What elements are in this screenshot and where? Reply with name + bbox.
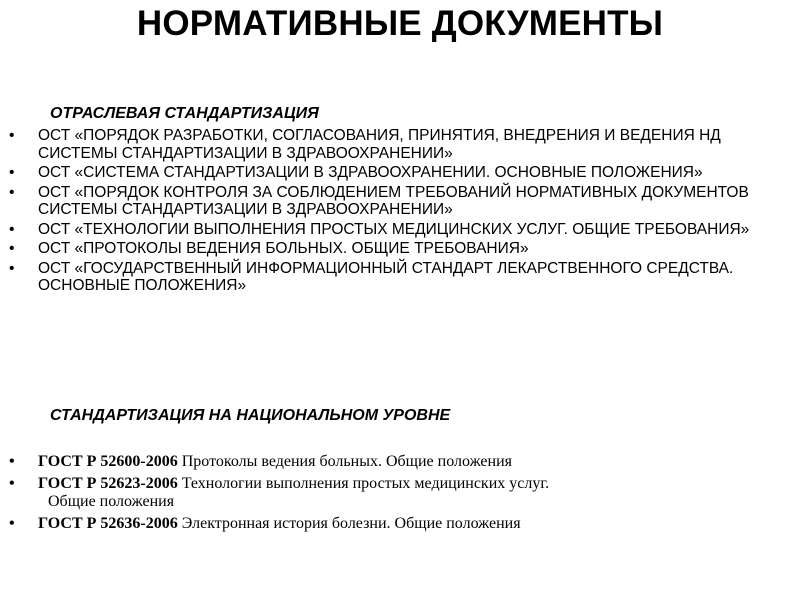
gost-title: Протоколы ведения больных. Общие положения [177, 453, 513, 470]
ost-item-text: ОСТ «СИСТЕМА СТАНДАРТИЗАЦИИ В ЗДРАВООХРАНЕНИИ. ОСНОВНЫЕ ПОЛОЖЕНИЯ» [38, 164, 703, 181]
bullet-icon: • [9, 475, 15, 492]
bullet-icon: • [9, 240, 15, 257]
list-item [0, 184, 796, 219]
list-item [0, 164, 796, 182]
ost-list [0, 127, 796, 297]
gost-title-continuation: Общие положения [48, 493, 175, 510]
ost-item-text: ОСТ «ГОСУДАРСТВЕННЫЙ ИНФОРМАЦИОННЫЙ СТАНДАРТ ЛЕКАРСТВЕННОГО СРЕДСТВА. ОСНОВНЫЕ ПОЛОЖЕНИЯ» [38, 259, 734, 294]
gost-list [0, 453, 760, 537]
bullet-icon: • [9, 127, 15, 144]
list-item [0, 453, 760, 471]
list-item [0, 515, 760, 533]
ost-item-text: ОСТ «ТЕХНОЛОГИИ ВЫПОЛНЕНИЯ ПРОСТЫХ МЕДИЦИНСКИХ УСЛУГ. ОБЩИЕ ТРЕБОВАНИЯ» [38, 220, 750, 238]
gost-title: Технологии выполнения простых медицинских услуг. [177, 475, 550, 492]
list-item [0, 127, 796, 162]
list-item [0, 260, 796, 295]
section-heading-national-standardization: СТАНДАРТИЗАЦИЯ НА НАЦИОНАЛЬНОМ УРОВНЕ [50, 407, 451, 424]
bullet-icon: • [9, 220, 15, 238]
gost-code: ГОСТ Р 52600-2006 [38, 453, 178, 470]
bullet-icon: • [9, 183, 15, 201]
list-item [0, 221, 796, 239]
bullet-icon: • [9, 453, 15, 470]
gost-code: ГОСТ Р 52636-2006 [38, 515, 178, 532]
bullet-icon: • [9, 164, 15, 181]
list-item [0, 475, 760, 511]
list-item [0, 240, 796, 258]
bullet-icon: • [9, 515, 15, 532]
gost-title: Электронная история болезни. Общие положения [177, 515, 521, 532]
bullet-icon: • [9, 259, 15, 277]
ost-item-text: ОСТ «ПОРЯДОК КОНТРОЛЯ ЗА СОБЛЮДЕНИЕМ ТРЕБОВАНИЙ НОРМАТИВНЫХ ДОКУМЕНТОВ СИСТЕМЫ СТАНДАРТИЗАЦИИ В ЗДРАВООХРАНЕНИИ» [38, 183, 749, 218]
gost-code: ГОСТ Р 52623-2006 [38, 475, 178, 492]
ost-item-text: ОСТ «ПРОТОКОЛЫ ВЕДЕНИЯ БОЛЬНЫХ. ОБЩИЕ ТРЕБОВАНИЯ» [38, 240, 529, 257]
section-heading-industry-standardization: ОТРАСЛЕВАЯ СТАНДАРТИЗАЦИЯ [50, 105, 319, 122]
ost-item-text: ОСТ «ПОРЯДОК РАЗРАБОТКИ, СОГЛАСОВАНИЯ, ПРИНЯТИЯ, ВНЕДРЕНИЯ И ВЕДЕНИЯ НД СИСТЕМЫ СТАНДАРТИЗАЦИИ В ЗДРАВООХРАНЕНИИ» [38, 127, 721, 162]
page-title: НОРМАТИВНЫЕ ДОКУМЕНТЫ [136, 4, 664, 43]
